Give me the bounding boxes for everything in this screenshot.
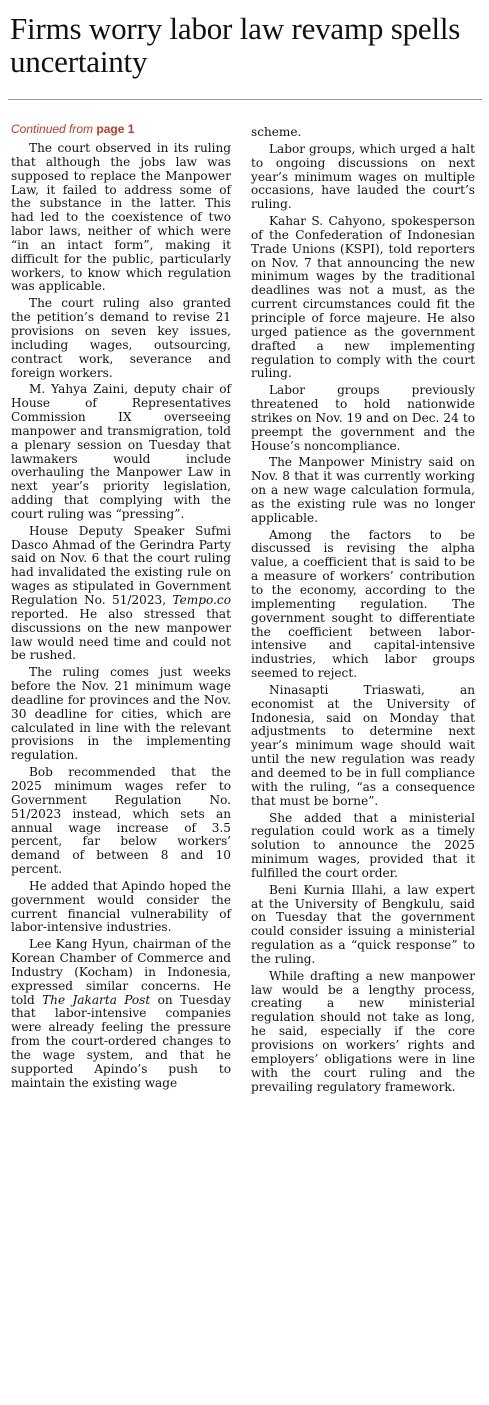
paragraph-text: reported. He also stressed that discussions on the new manpower law would need time and could not be rushed. [11,606,231,663]
paragraph: Ninasapti Triaswati, an economist at the University of Indonesia, said on Monday that adjustments to determine next year’s minimum wage should wait until the new regulation was ready and deemed to be in full compliance with the ruling, “as a consequence that must be borne”. [251,682,475,808]
publication-name: The Jakarta Post [42,992,151,1007]
paragraph [11,525,231,663]
paragraph: Kahar S. Cahyono, spokesperson of the Confederation of Indonesian Trade Unions (KSPI), told reporters on Nov. 7 that announcing the new minimum wages by the traditional deadlines was not a must, as the current circumstances could fit the principle of force majeure. He also urged patience as the government drafted a new implementing regulation to comply with the court ruling. [251,214,475,381]
divider [8,99,482,100]
paragraph: Labor groups, which urged a halt to ongoing discussions on next year’s minimum wages on multiple occasions, have lauded the court’s ruling. [251,141,475,212]
paragraph: She added that a ministerial regulation could work as a timely solution to announce the 2025 minimum wages, provided that it fulfilled the court order. [251,810,475,880]
paragraph: Among the factors to be discussed is revising the alpha value, a coefficient that is said to be a measure of workers’ contribution to the economy, according to the implementing regulation. The government sought to differentiate the coefficient between labor-intensive and capital-intensive industries, which labor groups seemed to reject. [251,527,475,681]
paragraph: The court observed in its ruling that although the jobs law was supposed to replace the Manpower Law, it failed to address some of the substance in the latter. This had led to the coexistence of two labor laws, neither of which were “in an intact form”, making it difficult for the public, particularly workers, to know which regulation was applicable. [11,141,231,294]
paragraph: The Manpower Ministry said on Nov. 8 that it was currently working on a new wage calculation formula, as the existing rule was no longer applicable. [251,455,475,525]
paragraph-text: House Deputy Speaker Sufmi Dasco Ahmad of the Gerindra Party said on Nov. 6 that the court ruling had invalidated the existing rule on wages as stipulated in Government Regulation No. 51/2023, [11,523,231,607]
paragraph: Bob recommended that the 2025 minimum wages refer to Government Regulation No. 51/2023 instead, which sets an annual wage increase of 3.5 percent, far below workers’ demand of between 8 and 10 percent. [11,765,231,877]
continued-prefix: Continued from [11,122,94,136]
continued-from[interactable] [11,122,231,136]
paragraph [11,938,231,1090]
paragraph-text: on Tuesday that labor-intensive companies were already feeling the pressure from the court-ordered changes to the wage system, and that he supported Apindo’s push to maintain the existing wage [11,992,231,1090]
paragraph: He added that Apindo hoped the government would consider the current financial vulnerability of labor-intensive industries. [11,878,231,935]
paragraph: While drafting a new manpower law would be a lengthy process, creating a new ministerial regulation should not take as long, he said, especially if the core provisions on workers’ rights and employers’ obligations were in line with the court ruling and the prevailing regulatory framework. [251,968,475,1094]
paragraph: The ruling comes just weeks before the Nov. 21 minimum wage deadline for provinces and the Nov. 30 deadline for cities, which are calculated in line with the relevant provisions in the implementing regulation. [11,665,231,763]
paragraph: The court ruling also granted the petition’s demand to revise 21 provisions on seven key issues, including wages, outsourcing, contract work, severance and foreign workers. [11,296,231,380]
paragraph: Labor groups previously threatened to hold nationwide strikes on Nov. 19 and on Dec. 24 to preempt the government and the House’s noncompliance. [251,383,475,453]
publication-name: Tempo.co [172,593,231,607]
headline: Firms worry labor law revamp spells uncertainty [10,11,461,79]
article-column-right [251,126,475,1097]
article-column-left [11,122,231,1094]
paragraph: scheme. [251,125,302,139]
paragraph: M. Yahya Zaini, deputy chair of House of Representatives Commission IX overseeing manpower and transmigration, told a plenary session on Tuesday that lawmakers would include overhauling the Manpower Law in next year’s priority legislation, adding that complying with the court ruling was “pressing”. [11,382,231,521]
continued-page-link[interactable]: page 1 [96,122,135,136]
paragraph-text: Lee Kang Hyun, chairman of the Korean Chamber of Commerce and Industry (Kocham) in Indonesia, expressed similar concerns. He told [11,937,231,1007]
paragraph: Beni Kurnia Illahi, a law expert at the University of Bengkulu, said on Tuesday that the government could consider issuing a ministerial regulation as a “quick response” to the ruling. [251,882,475,966]
